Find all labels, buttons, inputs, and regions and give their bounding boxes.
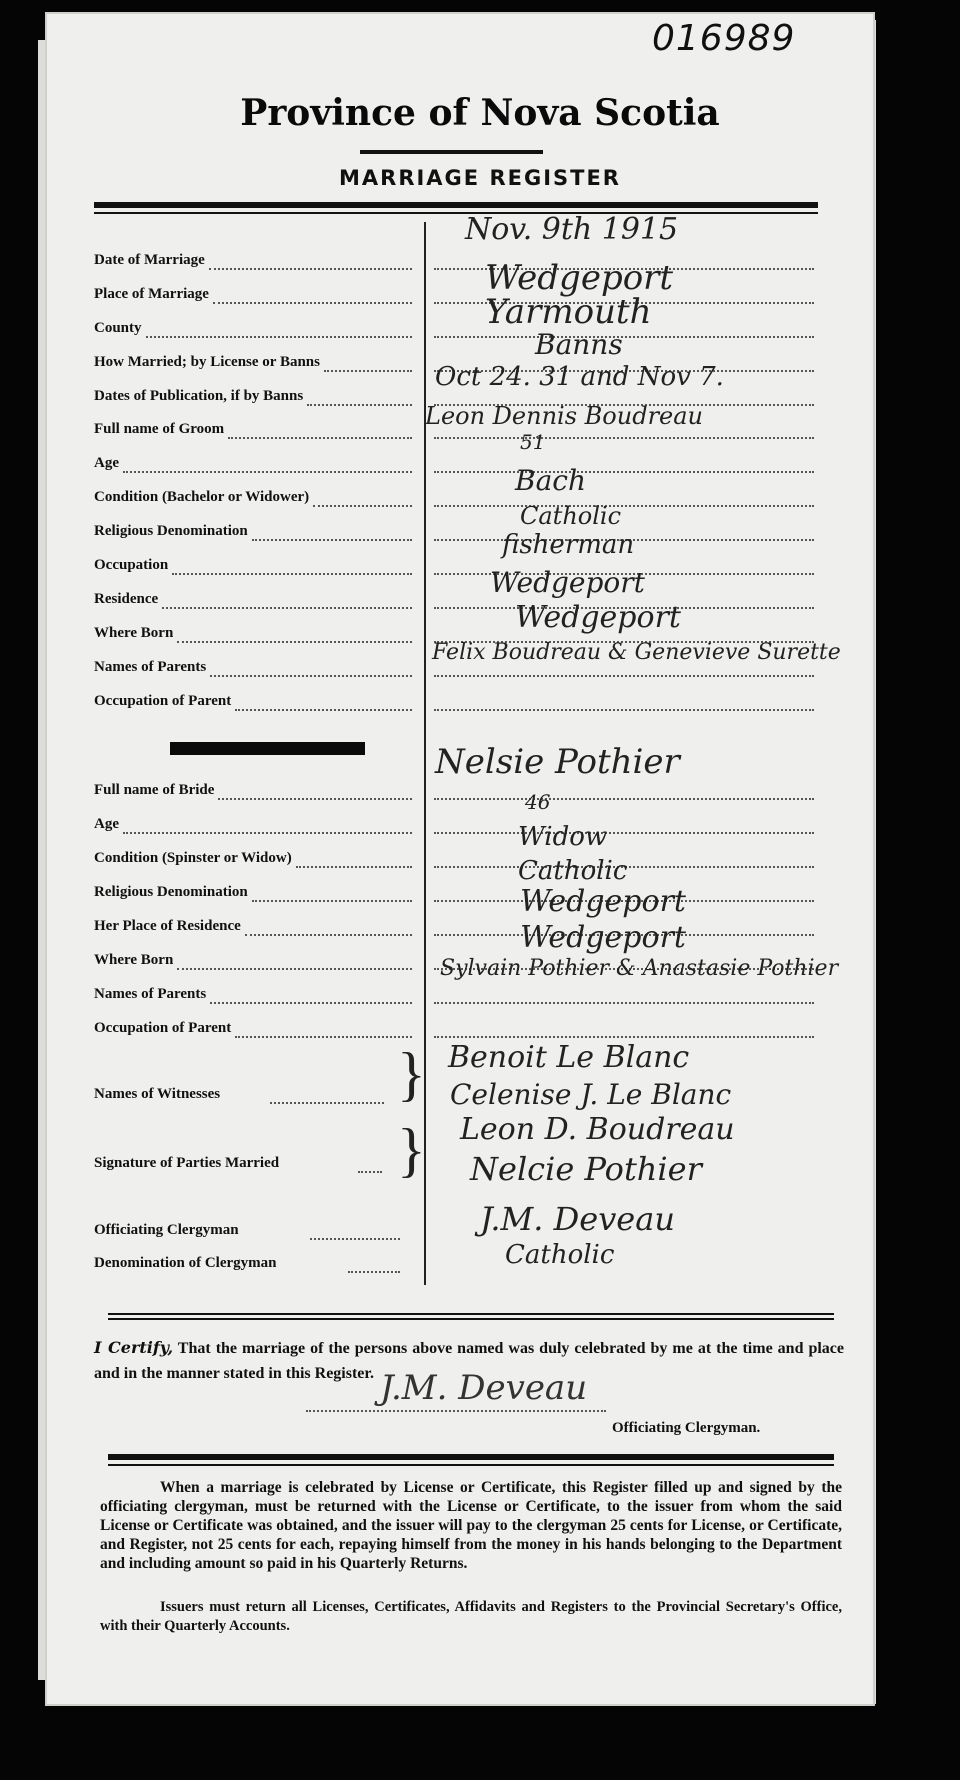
field-value-handwritten: Banns — [535, 328, 623, 361]
value-leader-dots — [434, 1002, 814, 1004]
clergy-label: Officiating Clergyman — [94, 1222, 239, 1238]
field-label — [94, 918, 241, 935]
field-label — [94, 252, 205, 269]
label-leader-dots — [210, 1002, 412, 1004]
label-leader-dots — [146, 336, 412, 338]
field-label-text: Dates of Publication, if by Banns — [94, 388, 304, 404]
field-label-text: Full name of Bride — [94, 782, 215, 798]
field-label-text: Age — [94, 455, 119, 471]
field-value-handwritten: fisherman — [502, 530, 635, 560]
witnesses-label: Names of Witnesses — [94, 1086, 221, 1102]
clergy-denomination-leader — [348, 1271, 400, 1273]
label-leader-dots — [172, 573, 412, 575]
label-leader-dots — [162, 607, 412, 609]
header-rule-thin — [94, 212, 818, 214]
field-label-text: Where Born — [94, 625, 174, 641]
certify-text: That the marriage of the persons above named was duly celebrated by me at the time and place and in the manner stated in this Register. — [94, 1340, 845, 1382]
field-label — [94, 591, 158, 608]
field-label — [94, 986, 206, 1003]
field-label — [94, 557, 168, 574]
label-leader-dots — [252, 900, 412, 902]
label-leader-dots — [218, 798, 412, 800]
label-leader-dots — [245, 934, 412, 936]
field-label-text: Religious Denomination — [94, 884, 248, 900]
field-label — [94, 523, 248, 540]
notice-rule-thick — [108, 1454, 834, 1460]
field-label-text: Place of Marriage — [94, 286, 209, 302]
field-value-handwritten: Wedgeport — [485, 258, 674, 298]
field-label — [94, 489, 309, 506]
field-value-handwritten: Bach — [515, 464, 586, 497]
issuers-note: Issuers must return all Licenses, Certificates, Affidavits and Registers to the Provincial Secretary's Office, with their Quarterly Accounts. — [100, 1599, 842, 1634]
witnesses-leader — [270, 1102, 384, 1104]
field-label — [94, 782, 214, 799]
field-label-text: Full name of Groom — [94, 421, 225, 437]
certification-rule-top-a — [108, 1313, 834, 1315]
clergy-denomination: Catholic — [505, 1240, 615, 1270]
label-leader-dots — [210, 675, 412, 677]
field-value-handwritten: Oct 24. 31 and Nov 7. — [435, 362, 724, 392]
field-label — [94, 388, 303, 405]
value-leader-dots — [434, 471, 814, 473]
field-label-text: Age — [94, 816, 119, 832]
clergy-name: J.M. Deveau — [480, 1200, 675, 1238]
party-groom-signature: Leon D. Boudreau — [460, 1112, 735, 1147]
field-label — [94, 693, 231, 710]
field-label-text: Condition (Spinster or Widow) — [94, 850, 292, 866]
notice-rule-thin — [108, 1464, 834, 1466]
value-leader-dots — [434, 505, 814, 507]
field-value-handwritten: Wedgeport — [490, 566, 645, 599]
label-leader-dots — [324, 370, 412, 372]
field-value-handwritten: Nov. 9th 1915 — [465, 212, 679, 247]
field-value-handwritten: Yarmouth — [485, 292, 652, 332]
field-label-text: Religious Denomination — [94, 523, 248, 539]
field-label-text: Occupation — [94, 557, 169, 573]
field-value-handwritten: Wedgeport — [515, 600, 681, 635]
field-label-text: Her Place of Residence — [94, 918, 241, 934]
label-leader-dots — [209, 268, 412, 270]
label-leader-dots — [252, 539, 412, 541]
field-label-text: Condition (Bachelor or Widower) — [94, 489, 310, 505]
label-leader-dots — [313, 505, 412, 507]
label-leader-dots — [123, 471, 412, 473]
certification-signature: J.M. Deveau — [380, 1368, 588, 1408]
party-bride-signature: Nelcie Pothier — [470, 1150, 702, 1188]
field-value-handwritten: Catholic — [518, 856, 628, 886]
header-rule-thick — [94, 202, 818, 208]
value-leader-dots — [434, 832, 814, 834]
value-leader-dots — [434, 1036, 814, 1038]
field-value-handwritten: Sylvain Pothier & Anastasie Pothier — [440, 956, 839, 981]
witness-2: Celenise J. Le Blanc — [450, 1078, 732, 1111]
label-leader-dots — [177, 968, 412, 970]
field-label — [94, 320, 142, 337]
value-leader-dots — [434, 798, 814, 800]
field-label-text: County — [94, 320, 142, 336]
label-leader-dots — [228, 437, 412, 439]
label-leader-dots — [296, 866, 412, 868]
signature-caption: Officiating Clergyman. — [612, 1420, 761, 1436]
field-value-handwritten: Wedgeport — [520, 920, 686, 955]
field-value-handwritten: Widow — [518, 822, 608, 852]
field-label — [94, 850, 292, 867]
form-subtitle: MARRIAGE REGISTER — [339, 166, 621, 190]
field-label-text: Occupation of Parent — [94, 1020, 232, 1036]
field-label — [94, 659, 206, 676]
field-label — [94, 354, 320, 371]
field-value-handwritten: Wedgeport — [520, 884, 686, 919]
witnesses-brace: } — [397, 1041, 426, 1107]
field-value-handwritten: Nelsie Pothier — [435, 742, 680, 782]
field-value-handwritten: 51 — [520, 430, 546, 454]
field-label-text: Where Born — [94, 952, 174, 968]
serial-number: 016989 — [652, 18, 796, 59]
title-underline — [360, 150, 543, 154]
field-label — [94, 625, 173, 642]
field-value-handwritten: 46 — [525, 790, 551, 814]
field-label-text: Residence — [94, 591, 159, 607]
value-leader-dots — [434, 675, 814, 677]
field-label — [94, 421, 224, 438]
form-title: Province of Nova Scotia — [240, 92, 720, 134]
parties-brace: } — [397, 1117, 426, 1183]
field-label-text: Names of Parents — [94, 659, 207, 675]
field-value-handwritten: Catholic — [520, 502, 622, 530]
field-label-text: Occupation of Parent — [94, 693, 232, 709]
certify-lead: I Certify, — [94, 1338, 174, 1357]
signature-line — [306, 1410, 606, 1412]
field-label — [94, 952, 173, 969]
label-leader-dots — [213, 302, 412, 304]
value-leader-dots — [434, 437, 814, 439]
field-label-text: Date of Marriage — [94, 252, 205, 268]
clergy-leader — [310, 1238, 400, 1240]
value-leader-dots — [434, 709, 814, 711]
label-leader-dots — [307, 404, 412, 406]
parties-leader — [358, 1171, 382, 1173]
groom-bride-separator — [170, 742, 365, 755]
label-leader-dots — [235, 709, 412, 711]
label-leader-dots — [235, 1036, 412, 1038]
field-label — [94, 884, 248, 901]
label-leader-dots — [177, 641, 412, 643]
field-label-text: Names of Parents — [94, 986, 207, 1002]
field-label — [94, 286, 209, 303]
field-label-text: How Married; by License or Banns — [94, 354, 320, 370]
certification-rule-top-b — [108, 1318, 834, 1320]
clergy-denomination-label: Denomination of Clergyman — [94, 1255, 277, 1271]
notice-emphasis: not 25 cents for each, — [191, 1536, 335, 1553]
value-leader-dots — [434, 336, 814, 338]
field-label — [94, 455, 119, 472]
label-leader-dots — [123, 832, 412, 834]
field-label — [94, 816, 119, 833]
witness-1: Benoit Le Blanc — [448, 1040, 690, 1075]
return-instructions: When a marriage is celebrated by License or Certificate, this Register filled up and signed by the officiating clergyman, must be returned with the License or Certificate, to the issuer from whom the said License or Certificate was obtained, and the issuer will pay to the clergyman 25 cents for License, or Certificate, and Register, not 25 cents for each, repaying himself from the money in his hands belonging to the Department and including amount so paid in his Quarterly Returns. — [100, 1479, 843, 1572]
parties-label: Signature of Parties Married — [94, 1155, 280, 1171]
field-label — [94, 1020, 231, 1037]
field-value-handwritten: Felix Boudreau & Genevieve Surette — [432, 640, 841, 665]
field-value-handwritten: Leon Dennis Boudreau — [425, 402, 704, 430]
